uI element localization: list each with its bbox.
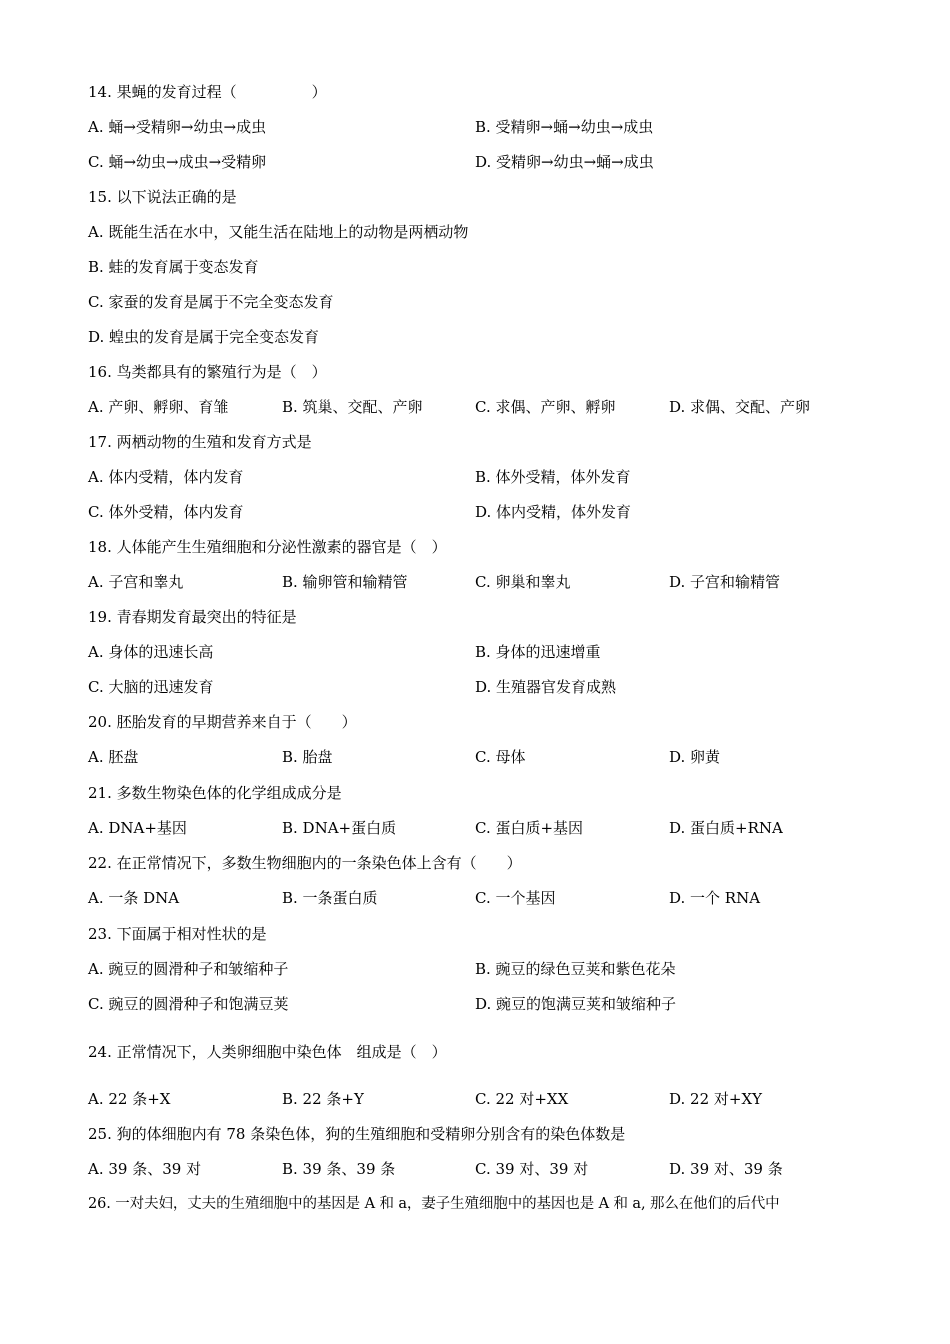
option-a: A. DNA+基因	[88, 819, 187, 837]
question-14-options-row-1	[88, 117, 878, 137]
option-d: D. 39 对、39 条	[669, 1160, 783, 1178]
question-25-stem: 25. 狗的体细胞内有 78 条染色体，狗的生殖细胞和受精卵分别含有的染色体数是	[88, 1125, 626, 1143]
option-c: C. 家蚕的发育是属于不完全变态发育	[88, 293, 334, 311]
question-21-stem: 21. 多数生物染色体的化学组成成分是	[88, 784, 342, 802]
option-d: D. 生殖器官发育成熟	[475, 678, 617, 696]
question-22-stem: 22. 在正常情况下，多数生物细胞内的一条染色体上含有（ ）	[88, 854, 522, 872]
option-a: A. 蛹→受精卵→幼虫→成虫	[88, 118, 267, 136]
option-d: D. 卵黄	[669, 748, 721, 766]
question-15-stem: 15. 以下说法正确的是	[88, 188, 237, 206]
option-d: D. 蝗虫的发育是属于完全变态发育	[88, 328, 320, 346]
option-a: A. 体内受精，体内发育	[88, 468, 244, 486]
question-18-stem: 18. 人体能产生生殖细胞和分泌性激素的器官是（ ）	[88, 538, 447, 556]
question-19-stem: 19. 青春期发育最突出的特征是	[88, 608, 297, 626]
option-a: A. 身体的迅速长高	[88, 643, 214, 661]
question-25-options-row	[88, 1159, 878, 1179]
question-16-options-row	[88, 397, 878, 417]
option-b: B. 输卵管和输精管	[282, 573, 408, 591]
option-b: B. 胎盘	[282, 748, 333, 766]
option-b: B. 筑巢、交配、产卵	[282, 398, 423, 416]
question-23-options-row-2	[88, 994, 878, 1014]
question-17-options-row-2	[88, 502, 878, 522]
option-c: C. 一个基因	[475, 889, 556, 907]
option-a: A. 既能生活在水中，又能生活在陆地上的动物是两栖动物	[88, 223, 469, 241]
option-b: B. 39 条、39 条	[282, 1160, 396, 1178]
question-17-stem: 17. 两栖动物的生殖和发育方式是	[88, 433, 312, 451]
option-b: B. 体外受精，体外发育	[475, 468, 631, 486]
option-a: A. 产卵、孵卵、育雏	[88, 398, 229, 416]
question-24-options-row	[88, 1089, 878, 1109]
option-d: D. 子宫和输精管	[669, 573, 781, 591]
option-c: C. 39 对、39 对	[475, 1160, 589, 1178]
question-14-stem: 14. 果蝇的发育过程（ ）	[88, 83, 327, 101]
option-c: C. 大脑的迅速发育	[88, 678, 214, 696]
option-b: B. 豌豆的绿色豆荚和紫色花朵	[475, 960, 676, 978]
question-24-stem: 24. 正常情况下，人类卵细胞中染色体 组成是（ ）	[88, 1043, 447, 1061]
option-d: D. 豌豆的饱满豆荚和皱缩种子	[475, 995, 677, 1013]
option-c: C. 蛹→幼虫→成虫→受精卵	[88, 153, 267, 171]
option-b: B. 一条蛋白质	[282, 889, 378, 907]
question-14-options-row-2	[88, 152, 878, 172]
question-23-stem: 23. 下面属于相对性状的是	[88, 925, 267, 943]
question-23-options-row-1	[88, 959, 878, 979]
option-b: B. 蛙的发育属于变态发育	[88, 258, 259, 276]
option-b: B. DNA+蛋白质	[282, 819, 397, 837]
question-26-stem: 26. 一对夫妇，丈夫的生殖细胞中的基因是 A 和 a，妻子生殖细胞中的基因也是 A 和 a, 那么在他们的后代中	[88, 1196, 780, 1212]
option-d: D. 一个 RNA	[669, 889, 761, 907]
option-c: C. 求偶、产卵、孵卵	[475, 398, 616, 416]
option-b: B. 身体的迅速增重	[475, 643, 601, 661]
question-22-options-row	[88, 888, 878, 908]
option-c: C. 蛋白质+基因	[475, 819, 584, 837]
question-16-stem: 16. 鸟类都具有的繁殖行为是（ ）	[88, 363, 327, 381]
option-d: D. 求偶、交配、产卵	[669, 398, 811, 416]
option-d: D. 22 对+XY	[669, 1090, 763, 1108]
question-21-options-row	[88, 818, 878, 838]
option-a: A. 39 条、39 对	[88, 1160, 202, 1178]
option-a: A. 胚盘	[88, 748, 139, 766]
option-b: B. 22 条+Y	[282, 1090, 364, 1108]
option-d: D. 受精卵→幼虫→蛹→成虫	[475, 153, 654, 171]
option-c: C. 母体	[475, 748, 526, 766]
option-c: C. 卵巢和睾丸	[475, 573, 571, 591]
question-18-options-row	[88, 572, 878, 592]
option-c: C. 豌豆的圆滑种子和饱满豆荚	[88, 995, 289, 1013]
option-a: A. 豌豆的圆滑种子和皱缩种子	[88, 960, 289, 978]
option-b: B. 受精卵→蛹→幼虫→成虫	[475, 118, 654, 136]
question-20-options-row	[88, 747, 878, 767]
question-17-options-row-1	[88, 467, 878, 487]
option-a: A. 子宫和睾丸	[88, 573, 184, 591]
option-c: C. 22 对+XX	[475, 1090, 569, 1108]
option-a: A. 22 条+X	[88, 1090, 171, 1108]
question-19-options-row-2	[88, 677, 878, 697]
option-a: A. 一条 DNA	[88, 889, 180, 907]
option-c: C. 体外受精，体内发育	[88, 503, 244, 521]
question-19-options-row-1	[88, 642, 878, 662]
option-d: D. 体内受精，体外发育	[475, 503, 632, 521]
question-20-stem: 20. 胚胎发育的早期营养来自于（ ）	[88, 713, 357, 731]
option-d: D. 蛋白质+RNA	[669, 819, 783, 837]
